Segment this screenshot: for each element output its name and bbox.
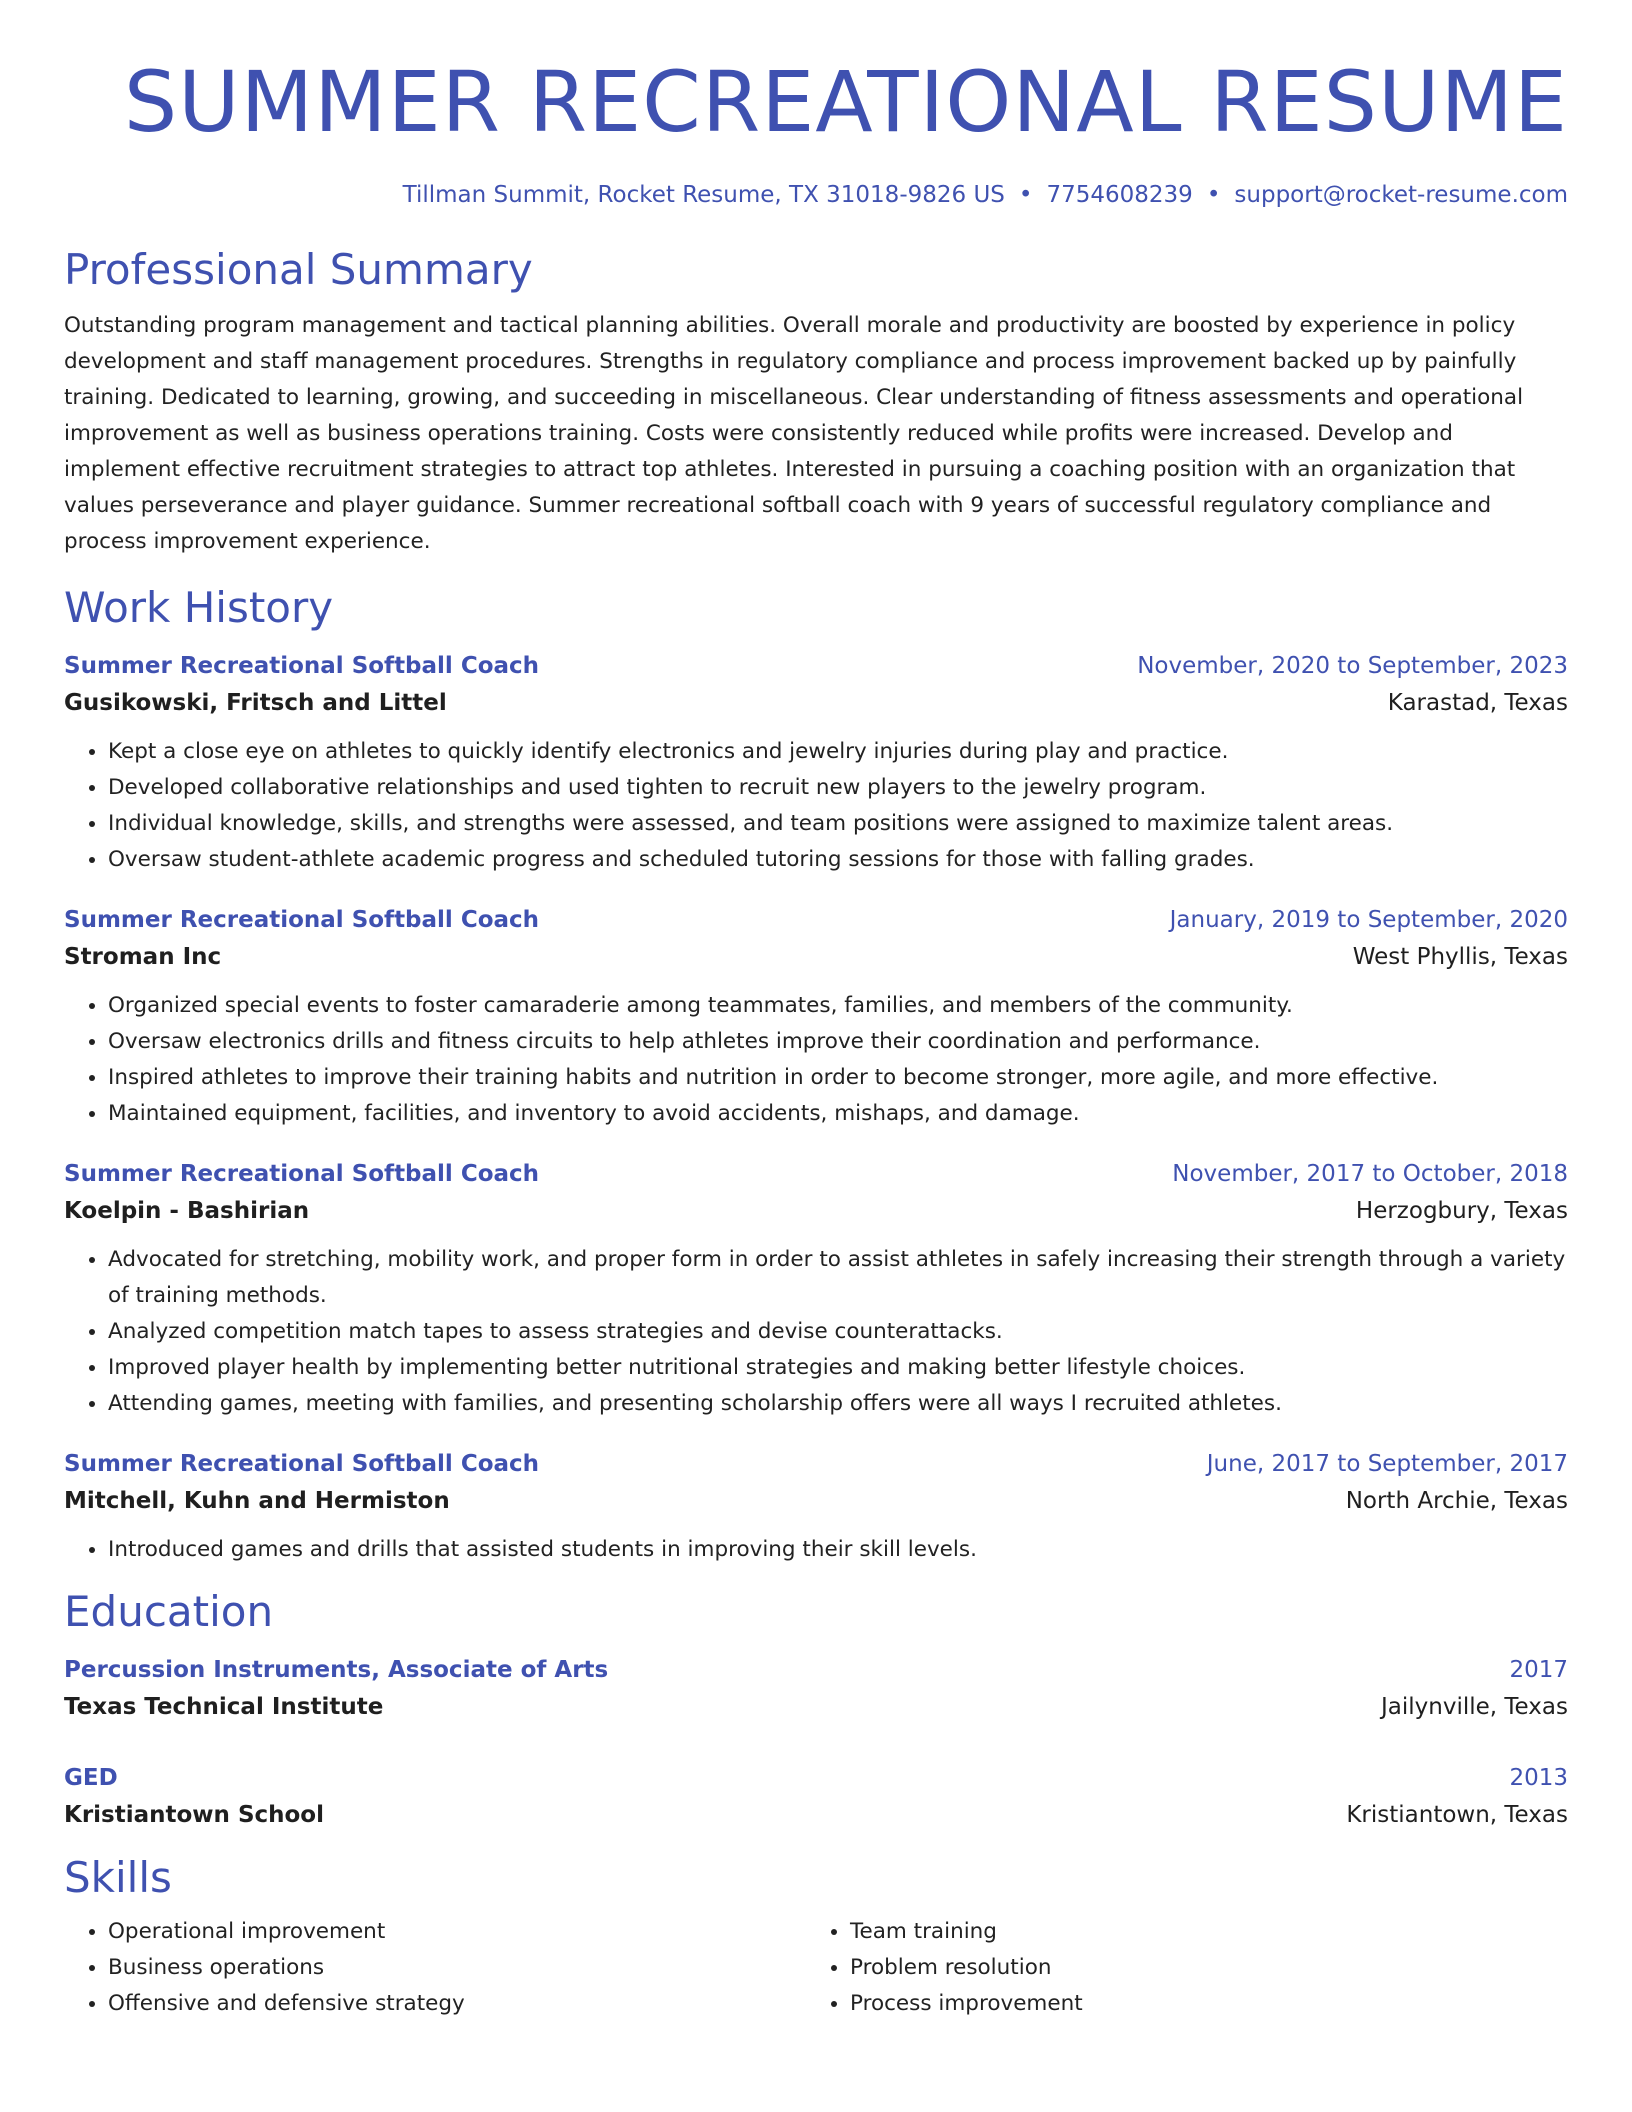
- skills-list: [806, 1914, 1548, 2022]
- job-bullet: • Oversaw electronics drills and fitness circuits to help athletes improve their coordination and performance.: [108, 1024, 1568, 1060]
- education-heading: Education: [64, 1587, 274, 1636]
- contact-address: Tillman Summit, Rocket Resume, TX 31018-9826 US: [402, 182, 1005, 208]
- skills-column-left: [64, 1914, 806, 2022]
- job-bullet: • Maintained equipment, facilities, and inventory to avoid accidents, mishaps, and damage.: [108, 1096, 1568, 1132]
- contact-line: [64, 180, 1568, 210]
- skill-item: • Operational improvement: [108, 1914, 806, 1950]
- job-bullet: • Organized special events to foster camaraderie among teammates, families, and members of the community.: [108, 988, 1568, 1024]
- job-employer: Koelpin - Bashirian: [64, 1198, 310, 1224]
- skill-item: • Business operations: [108, 1950, 806, 1986]
- education-section: [64, 1586, 1568, 1834]
- work-history-section: [64, 582, 1568, 1568]
- skill-item: • Team training: [850, 1914, 1548, 1950]
- job-bullets: [64, 734, 1568, 878]
- job-location: Karastad, Texas: [1387, 690, 1568, 716]
- resume-page: [64, 0, 1568, 2022]
- contact-email[interactable]: support@rocket-resume.com: [1234, 182, 1568, 208]
- summary-text: Outstanding program management and tactical planning abilities. Overall morale and productivity are boosted by experience in policy development and staff management procedures. Strengths in regulatory compliance and process improvement backed up by painfully training. Dedicated to learning, growing, and succeeding in miscellaneous. Clear understanding of fitness assessments and operational improvement as well as business operations training. Costs were consistently reduced while profits were increased. Develop and implement effective recruitment strategies to attract top athletes. Interested in pursuing a coaching position with an organization that values perseverance and player guidance. Summer recreational softball coach with 9 years of successful regulatory compliance and process improvement experience.: [64, 313, 1524, 554]
- job-dates: November, 2017 to October, 2018: [1172, 1161, 1568, 1187]
- job-employer: Gusikowski, Fritsch and Littel: [64, 690, 447, 716]
- summary-heading: Professional Summary: [64, 245, 533, 294]
- job-employer: Stroman Inc: [64, 944, 222, 970]
- job-bullet: • Individual knowledge, skills, and strengths were assessed, and team positions were assigned to maximize talent areas.: [108, 806, 1568, 842]
- job-dates: June, 2017 to September, 2017: [1206, 1451, 1568, 1477]
- job-title: Summer Recreational Softball Coach: [64, 1451, 540, 1477]
- job-bullet: • Improved player health by implementing better nutritional strategies and making better lifestyle choices.: [108, 1350, 1568, 1386]
- job-bullet: • Kept a close eye on athletes to quickly identify electronics and jewelry injuries during play and practice.: [108, 734, 1568, 770]
- education-location: Kristiantown, Texas: [1346, 1802, 1568, 1828]
- job-entry: [64, 902, 1568, 1132]
- job-bullet: • Attending games, meeting with families, and presenting scholarship offers were all ways I recruited athletes.: [108, 1386, 1568, 1422]
- education-year: 2013: [1509, 1765, 1568, 1791]
- skill-item: • Process improvement: [850, 1986, 1548, 2022]
- job-bullet: • Analyzed competition match tapes to assess strategies and devise counterattacks.: [108, 1314, 1568, 1350]
- resume-title: SUMMER RECREATIONAL RESUME: [123, 53, 1568, 151]
- work-history-heading: Work History: [64, 583, 334, 632]
- skill-item: • Problem resolution: [850, 1950, 1548, 1986]
- education-school: Texas Technical Institute: [64, 1694, 384, 1720]
- job-title: Summer Recreational Softball Coach: [64, 907, 540, 933]
- job-bullet: • Oversaw student-athlete academic progress and scheduled tutoring sessions for those with falling grades.: [108, 842, 1568, 878]
- contact-separator: •: [1018, 182, 1033, 208]
- education-year: 2017: [1509, 1657, 1568, 1683]
- education-location: Jailynville, Texas: [1381, 1694, 1568, 1720]
- skills-columns: [64, 1914, 1568, 2022]
- education-school: Kristiantown School: [64, 1802, 324, 1828]
- job-location: West Phyllis, Texas: [1352, 944, 1568, 970]
- job-bullet: • Advocated for stretching, mobility work, and proper form in order to assist athletes in safely increasing their strength through a variety of training methods.: [108, 1242, 1568, 1314]
- education-degree: Percussion Instruments, Associate of Arts: [64, 1657, 609, 1683]
- job-location: North Archie, Texas: [1345, 1488, 1568, 1514]
- job-employer: Mitchell, Kuhn and Hermiston: [64, 1488, 450, 1514]
- skills-column-right: [806, 1914, 1548, 2022]
- job-bullets: [64, 1532, 1568, 1568]
- summary-section: [64, 244, 1568, 560]
- job-bullets: [64, 988, 1568, 1132]
- job-dates: January, 2019 to September, 2020: [1169, 907, 1568, 933]
- skills-heading: Skills: [64, 1853, 172, 1902]
- job-entry: [64, 1156, 1568, 1422]
- job-bullet: • Inspired athletes to improve their training habits and nutrition in order to become stronger, more agile, and more effective.: [108, 1060, 1568, 1096]
- job-location: Herzogbury, Texas: [1355, 1198, 1568, 1224]
- skills-section: [64, 1852, 1568, 2022]
- education-entry: [64, 1760, 1568, 1834]
- contact-separator: •: [1206, 182, 1221, 208]
- contact-phone: 7754608239: [1046, 182, 1193, 208]
- job-title: Summer Recreational Softball Coach: [64, 653, 540, 679]
- job-bullets: [64, 1242, 1568, 1422]
- job-bullet: • Developed collaborative relationships and used tighten to recruit new players to the jewelry program.: [108, 770, 1568, 806]
- education-degree: GED: [64, 1765, 118, 1791]
- skill-item: • Offensive and defensive strategy: [108, 1986, 806, 2022]
- education-entry: [64, 1652, 1568, 1726]
- job-entry: [64, 1446, 1568, 1568]
- job-entry: [64, 648, 1568, 878]
- job-title: Summer Recreational Softball Coach: [64, 1161, 540, 1187]
- job-bullet: • Introduced games and drills that assisted students in improving their skill levels.: [108, 1532, 1568, 1568]
- job-dates: November, 2020 to September, 2023: [1137, 653, 1568, 679]
- skills-list: [64, 1914, 806, 2022]
